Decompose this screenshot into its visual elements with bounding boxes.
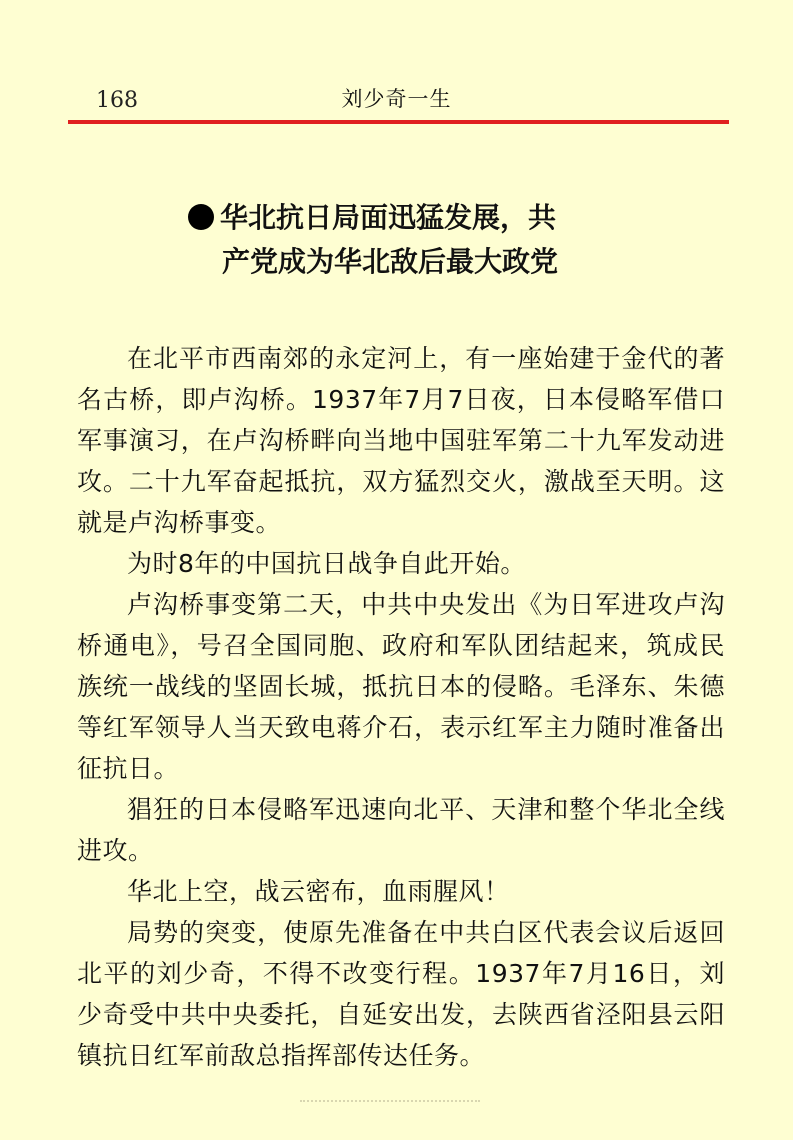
- paragraph: 华北上空，战云密布，血雨腥风！: [127, 877, 510, 906]
- header-rule: [68, 120, 729, 124]
- running-title: 刘少奇一生: [341, 87, 452, 111]
- paragraph: 为时8年的中国抗日战争自此开始。: [127, 549, 526, 578]
- paragraph: 猖狂的日本侵略军迅速向北平、天津和整个华北全线进攻。: [77, 795, 725, 865]
- heading-line-1-text: 华北抗日局面迅猛发展，共: [220, 201, 557, 234]
- black-circle-bullet-icon: [188, 204, 214, 230]
- body-text: [77, 338, 725, 1076]
- heading-line-2: 产党成为华北敌后最大政党: [222, 245, 559, 278]
- footer-smudge: [300, 1100, 480, 1106]
- paragraph: 卢沟桥事变第二天，中共中央发出《为日军进攻卢沟桥通电》，号召全国同胞、政府和军队团结起来，筑成民族统一战线的坚固长城，抵抗日本的侵略。毛泽东、朱德等红军领导人当天致电蒋介石，表示红军主力随时准备出征抗日。: [77, 590, 725, 783]
- paragraph: 局势的突变，使原先准备在中共白区代表会议后返回北平的刘少奇，不得不改变行程。1937年7月16日，刘少奇受中共中央委托，自延安出发，去陕西省泾阳县云阳镇抗日红军前敌总指挥部传达任务。: [77, 918, 725, 1070]
- section-heading: [188, 196, 648, 284]
- page-number: 168: [96, 88, 138, 113]
- paragraph: 在北平市西南郊的永定河上，有一座始建于金代的著名古桥，即卢沟桥。1937年7月7日夜，日本侵略军借口军事演习，在卢沟桥畔向当地中国驻军第二十九军发动进攻。二十九军奋起抵抗，双方猛烈交火，激战至天明。这就是卢沟桥事变。: [77, 344, 725, 537]
- heading-line-1: [188, 196, 648, 240]
